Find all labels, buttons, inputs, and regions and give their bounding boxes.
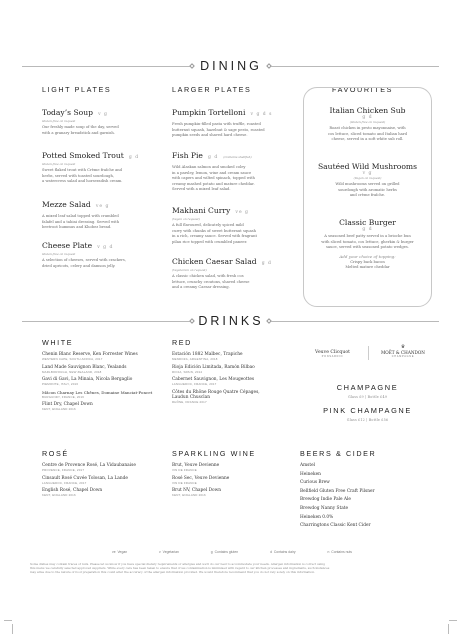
title-rule-left <box>22 66 192 67</box>
drink-origin: RHÔNE, FRANCE 2017 <box>172 399 207 404</box>
item-name: Potted Smoked Trout <box>42 151 124 160</box>
drink-origin: MARLBOROUGH, NEW ZEALAND, 2018 <box>42 369 102 374</box>
menu-item <box>303 218 432 271</box>
item-desc: curry with chunks of sweet butternut squash <box>172 228 257 233</box>
title-rule-right <box>271 321 439 322</box>
item-desc: falafel and a tahini dressing. Served with <box>42 219 120 224</box>
menu-item <box>172 198 297 245</box>
beer-item: Curious Brew <box>300 480 330 486</box>
drink-item <box>172 463 297 476</box>
item-note: (Vegan on request) <box>172 217 200 221</box>
item-note: Gluten-free on request <box>42 252 76 256</box>
menu-item <box>42 192 167 231</box>
item-note: (Gluten-free on request) <box>349 120 386 124</box>
allergen-footnote <box>30 563 435 574</box>
item-desc: and a creamy Caesar dressing. <box>172 285 230 289</box>
allergen-tags: ve g <box>95 204 110 209</box>
veuve-clicquot-logo <box>303 350 362 358</box>
drink-name: Cabernet Sauvignon, Les Mougeottes <box>172 377 255 382</box>
menu-item <box>172 100 297 139</box>
item-name: Sautéed Wild Mushrooms <box>317 162 418 171</box>
item-desc: Our freshly made soup of the day, served <box>42 125 119 129</box>
title-diamond-left <box>189 318 195 324</box>
item-name: Mezze Salad <box>42 200 91 209</box>
topping-item: Melted mature cheddar <box>345 265 390 269</box>
legend-code: g <box>210 550 213 554</box>
drink-name: Brut NV, Chapel Down <box>172 488 222 493</box>
moet-chandon-logo <box>372 344 434 358</box>
item-desc: with sliced tomato, cos lettuce, gherkin & burger <box>321 239 414 244</box>
beer-item: Bellfield Gluten Free Craft Pilsner <box>300 488 375 494</box>
item-desc: cos lettuce, sliced tomato and Italian hard <box>328 131 407 136</box>
item-desc: Wild mushrooms served on grilled <box>335 182 400 186</box>
beer-item: Heineken <box>300 471 321 477</box>
crop-mark <box>449 620 457 621</box>
drink-list <box>42 463 167 501</box>
light-plates-heading: LIGHT PLATES <box>42 85 112 94</box>
crest-icon: ♛ <box>400 344 406 350</box>
item-desc: Wild Alaskan salmon and smoked coley <box>172 165 246 169</box>
allergen-tags: g d <box>128 155 140 160</box>
drink-name: Land Made Sauvignon Blanc, Yealands <box>42 364 127 370</box>
drink-origin: VIN DE FRANCE <box>172 468 197 472</box>
drink-item <box>42 365 167 378</box>
drink-item <box>42 377 167 390</box>
drink-item <box>42 390 167 403</box>
drink-item <box>42 476 167 489</box>
legend-label: Vegan <box>117 550 128 554</box>
item-note: (Vegan on request) <box>353 176 382 180</box>
legend-item <box>270 550 295 554</box>
dining-title: DINING <box>200 59 262 73</box>
legend-item <box>159 550 179 554</box>
item-desc: creamy mashed potato and mature cheddar. <box>172 181 255 186</box>
logo2-text: MOËT & CHANDON <box>381 350 425 355</box>
legend-code: n <box>327 550 330 554</box>
drink-name: Rioja Edición Limitada, Ramón Bilbao <box>172 364 255 370</box>
item-desc: A classic chicken salad, with fresh cos <box>172 274 244 278</box>
beer-item: Charringtons Classic Kent Cider <box>300 523 371 529</box>
item-desc: Roast chicken in pesto mayonnaise, with <box>329 126 406 130</box>
item-name: Italian Chicken Sub <box>329 106 406 115</box>
title-rule-left <box>22 321 192 322</box>
menu-item <box>42 233 167 269</box>
white-heading: WHITE <box>42 338 74 347</box>
drink-origin: LANGUEDOC, FRANCE, 2017 <box>172 382 217 386</box>
drink-item <box>172 365 297 378</box>
legend-item <box>327 550 352 554</box>
drink-origin: RIOJA, SPAIN, 2014 <box>172 369 203 374</box>
drink-name: Flint Dry, Chapel Down <box>42 402 93 407</box>
drink-origin: MENDOZA, ARGENTINA, 2018 <box>172 357 218 361</box>
drink-item <box>172 352 297 365</box>
drink-name: Gavi di Gavi, La Minaia, Nicola Bergaglio <box>42 377 133 382</box>
topping-item: Crispy back bacon <box>350 259 385 264</box>
drinks-title: DRINKS <box>198 314 264 328</box>
drink-origin: KENT, ENGLAND 2016 <box>42 493 76 497</box>
legend-code: v <box>159 550 161 554</box>
drink-name: Rosé Sec, Veuve Devienne <box>172 475 230 481</box>
footnote-line: this menu we carefully selected approved suppliers. While every care has been taken to ensure that cross contamination is minimised with regard to our kitchen processes and ingredients, such instances <box>30 566 330 570</box>
allergen-tags: v g d s <box>250 112 273 117</box>
legend-item <box>211 550 238 554</box>
drink-item <box>172 377 297 390</box>
drink-name: Mâcon Charnay Les Chênes, Domaine Manciat-Poncet <box>42 389 153 395</box>
legend-label: Contains nuts <box>331 550 352 554</box>
beer-list <box>300 463 435 532</box>
item-desc: with capers and wilted spinach, topped with <box>172 176 255 180</box>
item-desc: Sweet flaked trout with Crème fraîche and <box>42 168 123 172</box>
drink-item <box>42 402 167 415</box>
legend-item <box>112 550 127 554</box>
item-note: Gluten-free on request <box>42 162 76 166</box>
item-note: Gluten-free on request <box>42 119 76 123</box>
item-desc: cheese, served in a soft white sub roll. <box>331 137 404 141</box>
beer-item: Brewdog Indie Pale Ale <box>300 497 351 503</box>
champagne-price: Glass £9 | Bottle £49 <box>347 395 388 399</box>
legend-code: d <box>270 550 272 554</box>
logo1-sub: PONSARDIN <box>321 355 344 358</box>
allergen-tags: g d <box>362 227 373 232</box>
legend-label: Vegetarian <box>162 550 179 554</box>
item-desc: A selection of cheeses, served with crackers, <box>42 258 126 262</box>
drink-name: Chenin Blanc Reserve, Ken Forrester Wines <box>42 352 138 357</box>
beer-item: Amstel <box>300 463 316 468</box>
footnote-line: may arise due to the nature of food preparation this could alter the accuracy of the allergen information provided. We would therefore recommend that you do not rely solely on this information. <box>30 570 315 574</box>
menu-item <box>303 106 432 143</box>
allergen-tags: v g <box>362 171 373 176</box>
menu-item <box>172 143 297 193</box>
pink-champagne-heading: PINK CHAMPAGNE <box>323 406 412 415</box>
logo1-text: Veuve Clicquot <box>315 350 350 355</box>
item-note: (Contains shellfish) <box>223 155 252 159</box>
sparkling-heading: SPARKLING WINE <box>172 449 256 458</box>
item-desc: pilau rice topped with crumbled paneer. <box>172 239 248 244</box>
menu-item <box>42 143 167 185</box>
menu-item <box>303 162 432 199</box>
item-desc: and crème fraîche. <box>349 193 386 197</box>
item-desc: sauce, served with seasoned potato wedges. <box>326 245 409 249</box>
allergen-legend <box>112 550 352 554</box>
item-desc: Served with a mixed leaf salad. <box>172 187 231 191</box>
larger-plates-heading: LARGER PLATES <box>172 85 252 94</box>
title-diamond-left <box>189 63 195 69</box>
item-name: Cheese Plate <box>42 241 93 250</box>
drink-origin: KENT, ENGLAND 2016 <box>42 407 76 411</box>
drink-origin: BURGUNDY, FRANCE, 2016 <box>42 394 85 399</box>
drink-list <box>42 352 167 415</box>
beer-item: Heineken 0.0% <box>300 514 334 520</box>
drink-item <box>172 476 297 489</box>
drink-list <box>172 352 297 404</box>
drink-item <box>172 488 297 501</box>
item-desc: beetroot hummus and Khobez bread. <box>42 225 112 229</box>
drink-origin: LANGUEDOC, FRANCE, 2017 <box>42 480 87 485</box>
allergen-tags: v g d <box>97 245 114 250</box>
allergen-tags: g d <box>362 115 373 120</box>
crop-mark <box>448 624 449 634</box>
item-name: Classic Burger <box>339 218 396 227</box>
drink-name: Cinsault Rosé Cuvée Tolosan, La Lande <box>42 475 128 481</box>
drink-item <box>42 488 167 501</box>
allergen-tags: g d <box>208 155 219 160</box>
item-name: Pumpkin Tortelloni <box>172 108 246 117</box>
title-rule-right <box>271 66 439 67</box>
item-desc: in a rich, creamy sauce. Served with fragrant <box>172 234 257 238</box>
item-name: Fish Pie <box>172 151 203 160</box>
item-name: Makhani Curry <box>172 206 231 215</box>
logo-divider <box>368 346 369 360</box>
pink-champagne-price: Glass £12 | Bottle £56 <box>346 418 389 422</box>
allergen-tags: ve g <box>235 210 249 215</box>
legend-label: Contains dairy <box>273 550 296 554</box>
item-desc: A seasoned beef patty served in a brioche bun <box>324 234 411 238</box>
allergen-tags: v g <box>98 112 108 117</box>
item-desc: Fresh pumpkin-filled pasta with truffle, roasted <box>172 122 261 126</box>
item-desc: A full flavoured, delicately spiced mild <box>172 223 244 227</box>
footnote-line: Some dishes may contain traces of nuts. Please let us know if you have special dietary requirements or allergies and we’ll do our best to accommodate your needs. Allergen information is correct using <box>30 563 326 566</box>
item-desc: butternut squash, hazelnut & sage pesto, roasted <box>172 127 265 132</box>
drink-origin: VIN DE FRANCE <box>172 480 197 485</box>
item-desc: herbs, served with toasted sourdough, <box>42 173 115 178</box>
item-desc: A mixed leaf salad topped with crumbled <box>42 214 119 218</box>
drink-name-continued: Laudun Chusclan <box>172 394 210 400</box>
favourites-heading: FAVOURITES <box>328 85 397 94</box>
legend-code: ve <box>112 550 116 554</box>
item-desc: with a granary breadstick and garnish. <box>42 130 115 135</box>
drink-origin: WESTERN CAPE, SOUTH AFRICA, 2017 <box>42 357 103 361</box>
drink-item <box>42 352 167 365</box>
item-note: (Vegetarian on request) <box>172 268 207 272</box>
drink-item <box>42 463 167 476</box>
item-desc: lettuce, crunchy croutons, shaved cheese <box>172 279 250 284</box>
topping-heading: Add your choice of topping: <box>339 253 396 259</box>
drink-origin: KENT, ENGLAND 2016 <box>172 493 206 497</box>
red-heading: RED <box>172 338 192 347</box>
menu-item <box>172 249 297 291</box>
beer-item: Brewdog Nanny State <box>300 505 349 511</box>
drink-name: Centre de Provence Rosé, La Vidaubanaise <box>42 463 136 468</box>
item-name: Chicken Caesar Salad <box>172 257 257 266</box>
beers-heading: BEERS & CIDER <box>300 449 377 458</box>
drink-item <box>172 390 297 404</box>
item-desc: pumpkin seeds and shaved hard cheese. <box>172 133 248 137</box>
drink-name: Estación 1882 Malbec, Trapiche <box>172 352 243 357</box>
drink-name: English Rosé, Chapel Down <box>42 488 103 493</box>
drink-origin: PIEMONTE, ITALY, 2016 <box>42 382 79 386</box>
item-name: Today’s Soup <box>42 108 93 117</box>
logo2-sub: CHAMPAGNE <box>391 355 415 358</box>
item-desc: dried apricots, celery and damson jelly. <box>42 263 116 268</box>
item-desc: in a parsley, lemon, wine and cream sauce <box>172 170 252 175</box>
drink-list <box>172 463 297 501</box>
crop-mark <box>12 624 13 634</box>
allergen-tags: g d <box>261 261 272 266</box>
item-desc: sourdough with aromatic herbs <box>338 187 397 192</box>
menu-item <box>42 100 167 136</box>
legend-label: Contains gluten <box>214 550 239 554</box>
crop-mark <box>4 620 12 621</box>
drink-name: Brut, Veuve Devienne <box>172 463 220 468</box>
drink-origin: PROVENCE, FRANCE, 2017 <box>42 468 85 472</box>
rose-heading: ROSÉ <box>42 449 69 458</box>
item-desc: a watercress salad and horseradish cream. <box>42 179 123 183</box>
drink-name: Côtes du Rhône Rouge Quatre Cépages, <box>172 389 260 395</box>
champagne-heading: CHAMPAGNE <box>336 383 399 392</box>
